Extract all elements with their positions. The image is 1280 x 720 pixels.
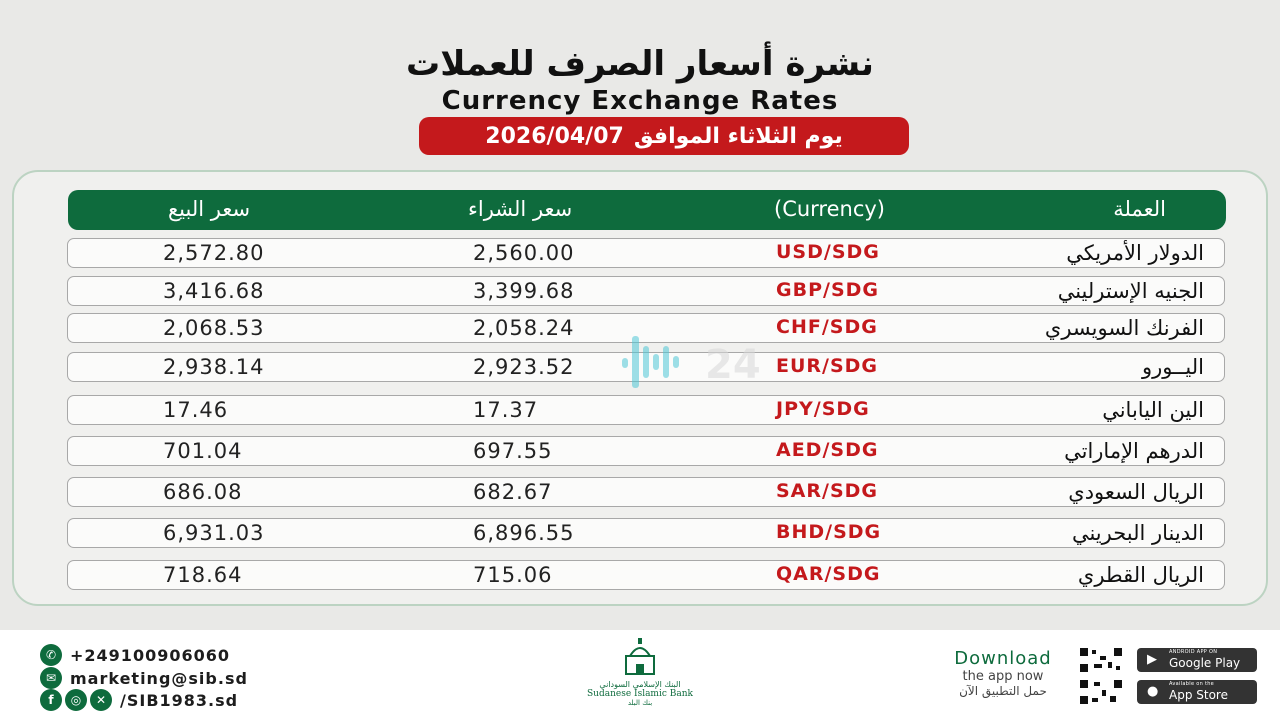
currency-name: الين الياباني (1102, 398, 1204, 422)
table-row (67, 560, 1225, 590)
bank-tagline: بنك البلد (627, 699, 653, 707)
buy-rate: 3,399.68 (473, 279, 575, 303)
social-handle: /SIB1983.sd (120, 690, 239, 710)
sell-rate: 17.46 (163, 398, 229, 422)
table-header (68, 190, 1226, 230)
app-store-small: Available on the (1169, 681, 1215, 687)
currency-code: EUR/SDG (776, 355, 879, 377)
sell-rate: 701.04 (163, 439, 243, 463)
currency-code: JPY/SDG (776, 398, 870, 420)
currency-code: CHF/SDG (776, 316, 878, 338)
sell-rate: 718.64 (163, 563, 243, 587)
email-icon: ✉ (40, 667, 62, 689)
mosque-logo-icon (620, 636, 660, 676)
table-row (67, 276, 1225, 306)
sell-rate: 3,416.68 (163, 279, 265, 303)
contact-social[interactable] (40, 689, 238, 711)
currency-name: الدينار البحريني (1071, 521, 1204, 545)
watermark-text: 24 (705, 342, 761, 388)
qr-code-icon[interactable] (1078, 678, 1124, 706)
buy-rate: 715.06 (473, 563, 553, 587)
download-subtitle-ar: حمل التطبيق الآن (959, 684, 1047, 698)
buy-rate: 2,058.24 (473, 316, 575, 340)
currency-name: الريال السعودي (1068, 480, 1204, 504)
currency-code: AED/SDG (776, 439, 879, 461)
email-address: marketing@sib.sd (70, 668, 248, 688)
bank-name-ar: البنك الإسلامي السوداني (599, 680, 681, 689)
header-currency-ar: العملة (1113, 197, 1166, 221)
table-row (67, 436, 1225, 466)
buy-rate: 6,896.55 (473, 521, 575, 545)
apple-icon: ● (1147, 684, 1159, 699)
instagram-icon[interactable]: ◎ (65, 689, 87, 711)
bank-name-en: Sudanese Islamic Bank (587, 689, 693, 699)
google-play-button[interactable] (1137, 648, 1257, 672)
currency-name: الفرنك السويسري (1044, 316, 1204, 340)
header-sell: سعر البيع (168, 197, 251, 221)
google-play-icon: ▶ (1147, 652, 1157, 667)
x-icon[interactable]: ✕ (90, 689, 112, 711)
facebook-icon[interactable]: f (40, 689, 62, 711)
whatsapp-icon: ✆ (40, 644, 62, 666)
currency-name: الجنيه الإسترليني (1057, 279, 1204, 303)
sell-rate: 2,068.53 (163, 316, 265, 340)
currency-code: USD/SDG (776, 241, 880, 263)
header-currency-en: (Currency) (774, 197, 885, 221)
contact-email[interactable] (40, 667, 248, 689)
buy-rate: 2,560.00 (473, 241, 575, 265)
currency-name: الريال القطري (1077, 563, 1204, 587)
currency-code: BHD/SDG (776, 521, 882, 543)
bank-logo (560, 636, 720, 716)
google-play-label: Google Play (1169, 656, 1241, 670)
currency-code: QAR/SDG (776, 563, 881, 585)
title-arabic: نشرة أسعار الصرف للعملات (406, 44, 874, 84)
currency-name: اليــورو (1141, 355, 1204, 379)
sell-rate: 2,938.14 (163, 355, 265, 379)
app-store-label: App Store (1169, 688, 1228, 702)
title-english: Currency Exchange Rates (441, 86, 839, 116)
google-play-small: ANDROID APP ON (1169, 649, 1218, 655)
buy-rate: 17.37 (473, 398, 539, 422)
currency-code: SAR/SDG (776, 480, 879, 502)
table-row (67, 518, 1225, 548)
qr-code-icon[interactable] (1078, 646, 1124, 674)
table-row (67, 395, 1225, 425)
currency-name: الدولار الأمريكي (1066, 241, 1204, 265)
download-title: Download (954, 648, 1052, 669)
download-subtitle: the app now (962, 669, 1044, 684)
sell-rate: 2,572.80 (163, 241, 265, 265)
currency-name: الدرهم الإماراتي (1064, 439, 1204, 463)
sell-rate: 6,931.03 (163, 521, 265, 545)
currency-code: GBP/SDG (776, 279, 879, 301)
sell-rate: 686.08 (163, 480, 243, 504)
buy-rate: 2,923.52 (473, 355, 575, 379)
date-badge (419, 117, 909, 155)
buy-rate: 682.67 (473, 480, 553, 504)
header-buy: سعر الشراء (468, 197, 573, 221)
buy-rate: 697.55 (473, 439, 553, 463)
table-row (67, 477, 1225, 507)
phone-number: +249100906060 (70, 645, 230, 665)
contact-phone[interactable] (40, 644, 230, 666)
table-row (67, 238, 1225, 268)
app-store-button[interactable] (1137, 680, 1257, 704)
watermark-logo (540, 332, 780, 392)
download-prompt (928, 648, 1078, 698)
date-label: يوم الثلاثاء الموافق (633, 123, 843, 149)
date-value: 2026/04/07 (485, 123, 624, 149)
